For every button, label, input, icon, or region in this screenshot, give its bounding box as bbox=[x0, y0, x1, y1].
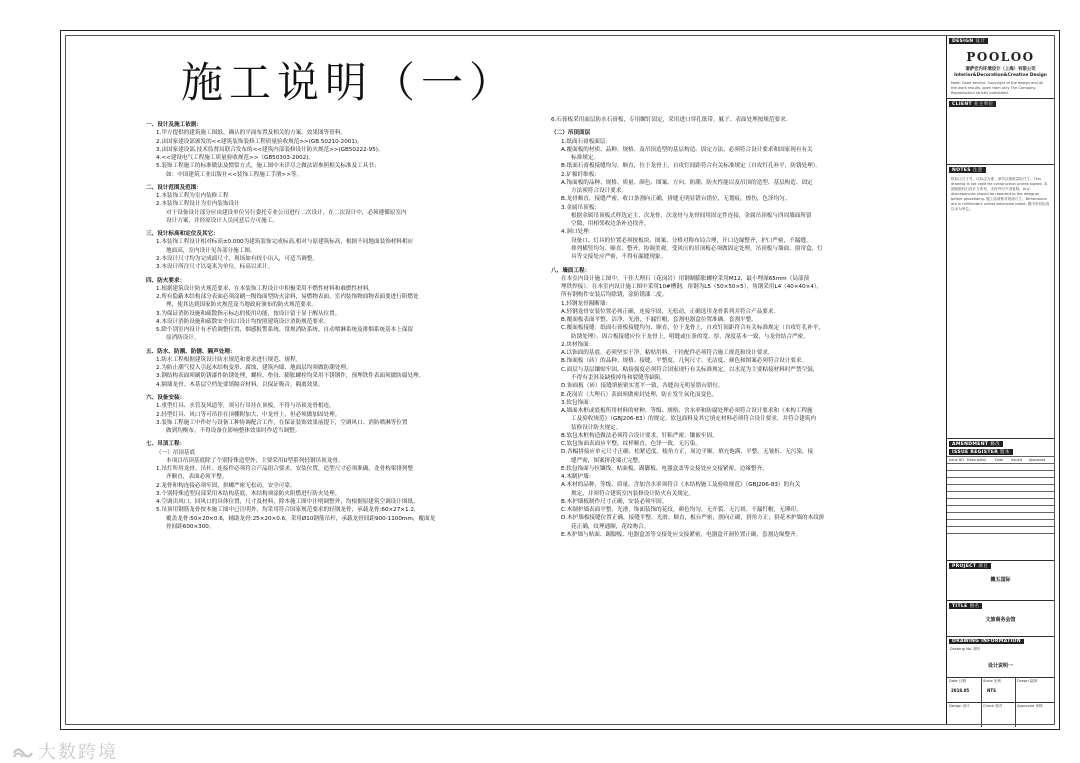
note-line: B.纸面石膏板接缝均匀、顺直，位于龙骨上，自攻钉间距符合有关标准规定（自攻钉孔补平，防锈处理）。 bbox=[561, 163, 822, 170]
note-line: 不得有歪斜及缺棱掉角和裂缝等缺陷。 bbox=[571, 374, 667, 381]
drawing-info-tag: DRAWING INFORMATION bbox=[949, 639, 1024, 644]
note-line: 花正确，纹理通顺，花纹吻合。 bbox=[571, 523, 650, 530]
note-line: 2.龙骨和构连接必须牢固，拼螺严密无松动，安全可靠。 bbox=[156, 482, 296, 489]
company-note: Note: Good service. Copyright of the design and all the work results, open from only The Company. Reproduction strictly prohibited. bbox=[951, 81, 1044, 96]
note-line: D.饰面板（砖）接缝填嵌密实宽平一致，各缝沟无明显错台错位。 bbox=[561, 383, 724, 390]
note-line: 做到均衡布，不得设备在影响整体效果时作适当调整。 bbox=[166, 428, 301, 435]
note-line: 1.甲方提供的建筑施工图纸、确认的平面布置及相关的方案、效果图等资料。 bbox=[156, 130, 346, 137]
note-line: 覆盖龙骨:50×20×0.6，辅助龙骨:25×20×0.6，采用Ø10钢筋吊杆，承载龙骨间距900-1100mm，覆面龙 bbox=[166, 515, 436, 522]
note-line: 1.吊灯所用龙骨、吊杆、连接件必须符合产品组合要求，安装位置，造型尺寸必须准确，龙骨构架排列整 bbox=[156, 466, 414, 473]
note-line: B.木护墙板制作尺寸正确，安装必须牢固。 bbox=[561, 498, 668, 505]
note-line: A.覆面板的材质、品种、规格、及吊顶造型的基层构造、固定方法，必须符合设计要求和国家现有有关 bbox=[561, 146, 813, 153]
company-name-en: Interior&Decoration&Creative Design bbox=[954, 73, 1047, 78]
note-line: 本项目吊顶基底除了个别特殊造型外，主要采用U型系列轻钢吊顶龙骨。 bbox=[166, 457, 344, 464]
note-line: 2.本装饰工程设计为室内装饰设计 bbox=[156, 201, 240, 208]
note-line: 规定，并须符合建筑室内装修设计防火有关规定。 bbox=[571, 490, 695, 497]
project-tag: PROJECT 项目 bbox=[949, 563, 991, 569]
note-line: 所有钢构件安装后均除锈，涂防锈漆二度。 bbox=[561, 292, 668, 299]
watermark-logo-icon bbox=[12, 745, 34, 761]
note-line: 方法须符合设计要求。 bbox=[571, 188, 627, 195]
note-line: C.木制护墙表面平整、光滑，饰面装饰的花纹，颜色均匀，无开裂、无污斑、不漏钉帽，无锤印。 bbox=[561, 507, 802, 514]
note-line: A.墙面木框或底板所用材料的材种、等级、规格、含水率和防腐处理必须符合设计要求和《木构工程施 bbox=[561, 408, 813, 415]
note-line: 4.木制护墙： bbox=[561, 474, 595, 481]
amendment-tag: AMENDMENT 修改 bbox=[949, 441, 1003, 447]
title-tag: TITLE 图名 bbox=[949, 603, 982, 609]
note-line: 如：中国建筑工业出版社<<装饰工程施工手册>>等。 bbox=[166, 171, 303, 178]
note-line: 2.由国家建设部颁发的<<建筑装饰装修工程质量验收规范>>(GB.50210-2001)。 bbox=[156, 138, 363, 145]
note-line: 原消防设计。 bbox=[166, 335, 200, 342]
note-line: 具等交接处应严密，不得有漏缝现象。 bbox=[571, 254, 667, 261]
note-line: A.轻钢龙骨安装位置必须正确，连接牢固，无松动，正确选用龙骨系列并符合产品要求。 bbox=[561, 308, 780, 315]
note-line: 设备口、灯具的位置必须按板块、图案、分格对称布局合理，开口边缘整齐，护口严密，不漏缝， bbox=[571, 237, 812, 244]
page-title: 施工说明（一） bbox=[181, 58, 518, 107]
note-line: 1.重型灯具、水管及风道等，须另行吊挂在顶板，不得与吊顶龙骨相连。 bbox=[156, 403, 335, 410]
section-heading: （二）吊顶面层 bbox=[551, 130, 591, 137]
note-line: B.覆面板表面平整、洁净、光滑，不漏钉帽，套割电器盒位置准确，套割平整。 bbox=[561, 317, 757, 324]
note-line: 4.隔墙龙骨、木基层空档处要填隔音材料，以保证吸音、隔离效果。 bbox=[156, 381, 324, 388]
note-line: C.软包饰面表面应平整、纹样顺直，色泽一致，无污染。 bbox=[561, 441, 701, 448]
note-line: 齐顺直，表面必须平整。 bbox=[166, 474, 228, 481]
note-line: 理，使其达到国家防火规范及当地政府颁布的防火规范要求。 bbox=[166, 302, 318, 309]
note-line: 埋铁焊接）。在本室内设计施工图中采用10#槽钢，角钢为L5（50×50×5），角钢采用L4（40×40×4）， bbox=[561, 284, 823, 291]
note-line: 3.装饰工程施工中作好与设备工种协调配合工作，在保证装饰效果前提下，空调风口、消防喷淋等位置 bbox=[156, 419, 408, 426]
note-line: B.龙骨顺直，接缝严密，收口条割向正确，拼缝无明显错台错位，无划痕，擦伤，色泽均匀。 bbox=[561, 196, 791, 203]
sheet-inner-frame bbox=[65, 35, 1055, 725]
note-line: 2.为防止潮气侵入引起木结构变形、腐蚀，建筑内墙、地面层均须做防潮处理。 bbox=[156, 365, 352, 372]
note-line: 工及验收规范》（GBJ206-83）的规定。软包面料及其它填充材料必须符合设计要求，并符合建筑内 bbox=[571, 416, 816, 423]
note-line: 1.根据建筑设计防火规范要求，在本装饰工程设计中积极采用不燃性材料和难燃性材料。 bbox=[156, 285, 374, 292]
title-value: 文旅商务会馆 bbox=[985, 617, 1016, 623]
section-heading: 六、设备安装： bbox=[146, 394, 186, 401]
watermark: 大数跨境 bbox=[12, 738, 118, 763]
note-line: 对于设备设计部分应由建设单位另行委托专业公司进行二次设计，在二次设计中，必须遵循原室内 bbox=[166, 209, 407, 216]
note-line: 3.本设计所注尺寸以毫米为单位，标高以米计。 bbox=[156, 264, 274, 271]
note-line: 3.金属吊顶板： bbox=[561, 204, 600, 211]
drawing-sheet bbox=[60, 30, 1060, 730]
section-heading: 八、墙面工程： bbox=[551, 267, 591, 274]
section-heading: 四、防火要求： bbox=[146, 277, 186, 284]
note-line: 1.本装饰工程设计相对标高±0.000为建筑装饰完成标高,相对与原建筑标高，根据不同地面装饰材料相应 bbox=[156, 239, 414, 246]
note-line: E.花岗岩（大理石）表面须做密封处理，防止发生氧化而变色。 bbox=[561, 391, 718, 398]
note-line: B.饰面板（砖）的品种、规格、接缝、平整度、几何尺寸、光洁度、颜色和图案必须符合设计要求。 bbox=[561, 358, 808, 365]
note-line: 1.纸面石膏板面层： bbox=[561, 138, 612, 145]
note-line: 4.本设计消防设施和疏散安全出口设计均按照建筑设计消防规范要求。 bbox=[156, 318, 330, 325]
note-line: 4.<<建设电气工程施工质量验收规范>>（GB50303-2002)。 bbox=[156, 155, 314, 162]
note-line: 5.除个别室内设计有矛盾调整位置，烟感报警系统、常规消防系统、自动喷淋系统及排烟系统基本上保留 bbox=[156, 327, 414, 334]
note-line: 缝严密，图案拼花端正完整。 bbox=[571, 457, 644, 464]
note-line: 骨间距600×300。 bbox=[166, 523, 215, 530]
issue-header-row: Issue NO. Description Date Issued Approved bbox=[947, 456, 1054, 463]
note-line: 地面高，室内设计见各部分施工图。 bbox=[166, 247, 256, 254]
drawing-no-label: Drawing No. 图号 bbox=[950, 647, 981, 651]
note-line: 2.矿棉纤维板： bbox=[561, 171, 600, 178]
section-heading: 三、设计标高和定位及其它： bbox=[146, 231, 219, 238]
note-line: 在本室内设计施工图中，干挂大理石（花岗岩）用钢制膨胀螺栓采用M12，最小埋深65mm（局部预 bbox=[561, 275, 810, 282]
note-line: A.饰面板的品种、规格、质量、颜色、图案、方向、防潮、防火性能以及吊顶的造型、基层构造、固定 bbox=[561, 179, 813, 186]
design-tag: DESIGN 设计 bbox=[949, 38, 988, 44]
note-line: 设计方案，并经原设计人员同意后方可施工。 bbox=[166, 217, 278, 224]
client-tag: CLIENT 业主单位 bbox=[949, 101, 996, 107]
note-line: 5.吊顶用钢筋龙骨按本施工图中已注明外，均采用符合国家规范要求的轻钢龙骨，承载龙骨:60×27×1.2, bbox=[156, 507, 416, 514]
company-name-cn: 谱萨宏内环境设计（上海）有限公司 bbox=[965, 67, 1036, 72]
note-line: C.面层与基层镶贴牢固，粘接强度必须符合国家现行有关标准规定。以水泥为主要粘接材料时严禁空鼓， bbox=[561, 366, 819, 373]
note-line: 4.空调出风口、回风口的具体位置，尺寸及材料，除本施工图中注明调整外，均根据原建筑空调设计图纸。 bbox=[156, 499, 419, 506]
section-heading: 五、防水、防潮、防锈、隔声处理： bbox=[146, 348, 236, 355]
notes-text: 除标注尺寸外，以标注为准；请勿从图纸量取尺寸。This drawing is not valid for construction unless signed. 本图纸版权归设计方所有，未经许可不得复制。Any discrepancies should be reported to the designer before proceeding. 施工前请核对现场尺寸。Dimensions are in millimeters unless otherwise noted. 图中所有标高以米为单位。 bbox=[951, 177, 1050, 212]
section-heading: 一、设计及施工依据： bbox=[146, 122, 202, 128]
project-name: 赣五国际 bbox=[990, 577, 1011, 583]
note-line: 2.轻型灯具、风口等可吊挂在顶棚附加大、中龙骨上，但必须做加固处理。 bbox=[156, 411, 341, 418]
notes-tag: NOTES 注意 bbox=[949, 167, 986, 173]
drawing-no: 设计说明一 bbox=[987, 663, 1013, 669]
note-line: 装修设计防火规定。 bbox=[571, 424, 622, 431]
notes-area bbox=[66, 36, 946, 724]
note-line: 1.防水工程根据建筑设计防水规范和要求进行规范、规程。 bbox=[156, 356, 302, 363]
note-line: D.各幅拼接应单元尺寸正确、松紧适度、棱角方正，周边平顺、填充饱满、平整、无皱折、无污染，接 bbox=[561, 449, 814, 456]
note-line: 1.本装饰工程为室内装修工程 bbox=[156, 193, 229, 200]
title-block: DESIGN 设计 POOLOO 谱萨宏内环境设计（上海）有限公司 Interior&Decoration&Creative Design Note: Good service. Copyright of the design and all the work results, open from only The Company. Reproduction strictly prohibited. CLIENT 业主单位 NOTES 注意 除标注尺寸外，以标注为准；请勿从图纸量取尺寸。This drawing is not valid for construction unless signed. 本图纸版权归设计方所有，未经许可不得复制。Any discrepancies should be reported to the designer before proceeding. 施工前请核对现场尺寸。Dimensions are in millimeters unless otherwise noted. 图中所有标高以米为单位。 AMENDMENT 修改 ISSUE REGISTER 版本 Issue NO. Description Date Issued Approved PROJECT 项目 赣五国际 TITLE 图名 文旅商务会馆 DRAWING INFORMATION Drawing No. 图号 设计说明一 Date 日期 Scale 比例 Drawn 绘图 Design 设计 Check 校对 Approved 审核 2018.05 NTS bbox=[946, 36, 1054, 724]
note-line: 2.块材饰面： bbox=[561, 341, 595, 348]
note-line: 3.软包饰面： bbox=[561, 399, 595, 406]
note-line: 排列横竖均匀、顺直、整齐、协调美观，受风压的吊顶板必须做固定处理，吊顶板与墙面、窗帘盒、灯 bbox=[571, 245, 823, 252]
section-heading: 七、吊顶工程： bbox=[146, 441, 186, 448]
note-line: 2.所有隐蔽木结构部分表面必须涂刷一级饰面型防火涂料，易燃物表面、室内装饰物面物表面要进行阻燃处 bbox=[156, 294, 419, 301]
note-line: 6.石膏板采用面层防水石膏板，专用螺钉固定，采用进口穿孔纸带，腻子、表面处理按规范要求。 bbox=[551, 117, 792, 123]
note-line: 标准规定。 bbox=[571, 155, 599, 162]
note-line: E.软包饰面与拉镶线、贴面板、踢脚板、电器盒盖等交接处应交接紧密，边缘整齐。 bbox=[561, 465, 768, 472]
note-line: 5.装饰工程施工的标准做法及惯常方式，施工图中未详尽之做法请参照相关标准及工具书； bbox=[156, 163, 380, 170]
note-line: 3.由国家建设部,技术监督局联合发布的<<建筑内部装修设计防火规范>>(GB50222-95)。 bbox=[156, 146, 384, 153]
note-line: 防锈处理）。固合板接缝应位于龙骨上，明缝或压条的宽、厚、深度基本一致，与龙骨结合严密。 bbox=[571, 333, 809, 340]
note-line: A.木材的品种，等级、质量、含加含水率须符合《木结构施工及验收规范》（GBJ206-83）的有关 bbox=[561, 482, 801, 489]
note-line: 根据金属吊顶板式样选定主、次龙骨，次龙骨与龙骨间用固定件连接，金属吊顶板与四周墙面所留 bbox=[571, 212, 812, 219]
section-heading: 二、设计范围及范围： bbox=[146, 184, 202, 191]
note-line: 2.本设计尺寸均为完成面尺寸，现场如有较小出入，可适当调整。 bbox=[156, 255, 318, 262]
note-line: A.以饰面的基底，必须坚实干净，粘贴用料，干挂配件必须符合施工规范和设计要求。 bbox=[561, 350, 774, 357]
right-notes-column bbox=[551, 116, 891, 539]
note-line: （一）吊顶基底 bbox=[156, 449, 196, 456]
note-line: C.覆面板接缝：纸面石膏板接缝均匀、顺直，位于龙骨上，自攻钉间距符合有关标准规定（自攻钉孔补平， bbox=[561, 325, 824, 332]
left-notes-column bbox=[146, 116, 546, 531]
note-line: E.木护墙与贴面、踢脚板、电器盒盖等交接处应交接紧密，电器盒开洞位置正确，套割边缘整齐。 bbox=[561, 532, 802, 539]
note-line: D.木护墙板接缝位置正确，接缝平整、光滑、顺直，板台严密，割向正确，拼角方正；拼花木护墙的木纹拼 bbox=[561, 515, 825, 522]
company-logo: POOLOO bbox=[966, 50, 1035, 64]
note-line: 空隙，用相邻收边条补边找齐。 bbox=[571, 221, 650, 228]
note-line: 1.轻钢龙骨隔断墙： bbox=[561, 300, 612, 307]
issue-register-tag: ISSUE REGISTER 版本 bbox=[949, 449, 1013, 455]
note-line: B.软包木框构造做法必须符合设计要求，钉粘严密，镶嵌牢固。 bbox=[561, 432, 718, 439]
note-line: 3.钢结构表面须刷防锈漆作防锈处理，螺栓、垫母、膨胀螺栓均采用不锈钢件，预埋铁件表面须做防腐处理。 bbox=[156, 373, 425, 380]
note-line: 4.洞口处理： bbox=[561, 229, 595, 236]
note-line: 3.个别特殊造型局部采用木结构基底，木结构须涂防火阻燃进行防火处理。 bbox=[156, 490, 341, 497]
note-line: 3.为保证消防设施和疏散指示标志的使用功能，按设计留于显于醒从位置。 bbox=[156, 310, 341, 317]
